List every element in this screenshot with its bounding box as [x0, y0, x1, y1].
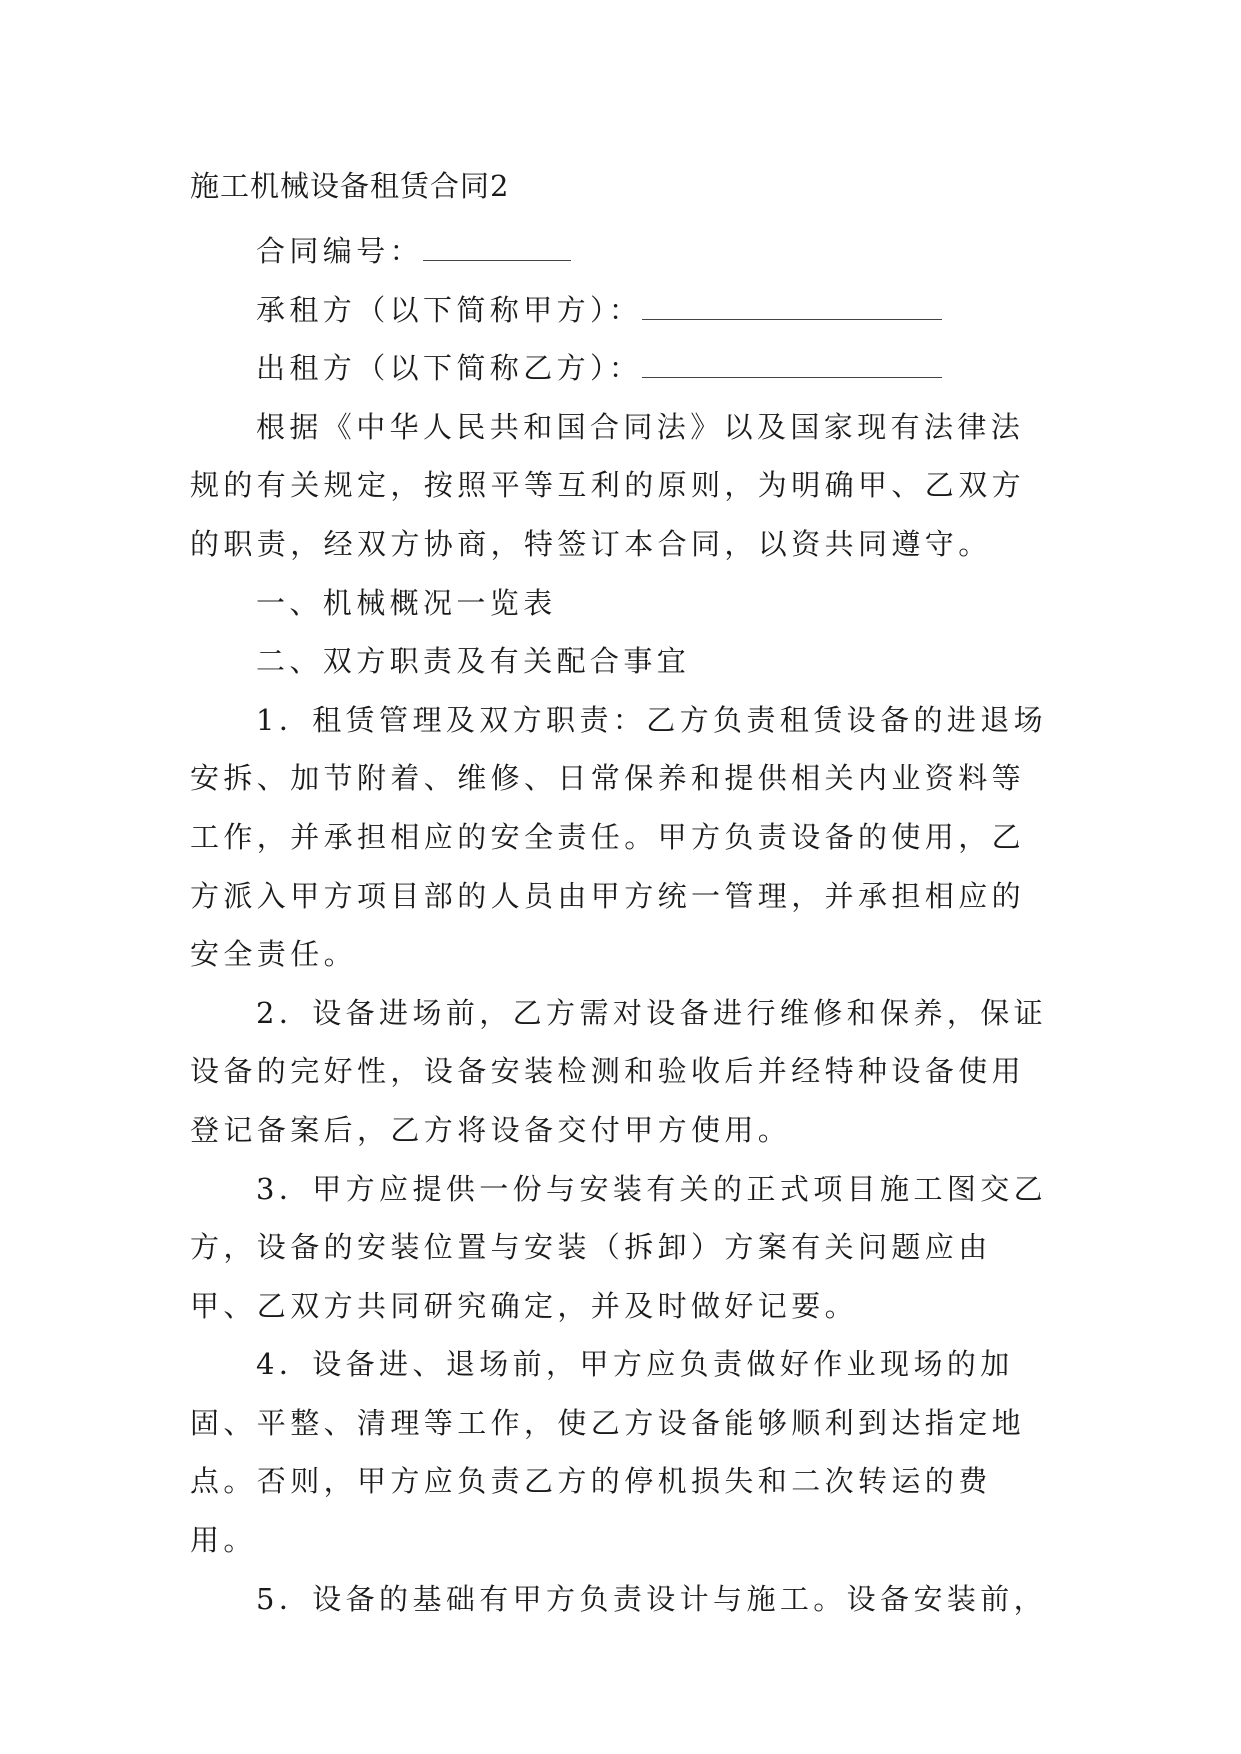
lessor-field [190, 339, 1054, 398]
lessor-label: 出租方（以下简称乙方）： [256, 351, 643, 386]
contract-number-field [190, 222, 1054, 281]
lessee-label: 承租方（以下简称甲方）： [256, 292, 643, 327]
document-title: 施工机械设备租赁合同2 [190, 169, 510, 203]
clause-5: 5．设备的基础有甲方负责设计与施工。设备安装前， [256, 1581, 1048, 1616]
clause-3: 3．甲方应提供一份与安装有关的正式项目施工图交乙方，设备的安装位置与安装（拆卸）方案有关问题应由甲、乙双方共同研究确定，并及时做好记要。 [190, 1171, 1048, 1323]
lessee-field [190, 281, 1054, 340]
clause-4: 4．设备进、退场前，甲方应负责做好作业现场的加固、平整、清理等工作，使乙方设备能够顺利到达指定地点。否则，甲方应负责乙方的停机损失和二次转运的费用。 [190, 1347, 1026, 1558]
section-heading-2: 二、双方职责及有关配合事宜 [256, 644, 691, 679]
contract-number-label: 合同编号： [256, 234, 424, 268]
section-heading-1: 一、机械概况一览表 [256, 585, 557, 620]
lessee-blank [642, 297, 942, 320]
lessor-blank [642, 355, 942, 378]
document-body [190, 222, 1054, 1628]
preamble-paragraph: 根据《中华人民共和国合同法》以及国家现有法律法规的有关规定，按照平等互利的原则，为明确甲、乙双方的职责，经双方协商，特签订本合同，以资共同遵守。 [190, 409, 1026, 561]
clause-2: 2．设备进场前，乙方需对设备进行维修和保养，保证设备的完好性，设备安装检测和验收后并经特种设备使用登记备案后，乙方将设备交付甲方使用。 [190, 995, 1048, 1147]
clause-1: 1．租赁管理及双方职责：乙方负责租赁设备的进退场安拆、加节附着、维修、日常保养和提供相关内业资料等工作，并承担相应的安全责任。甲方负责设备的使用，乙方派入甲方项目部的人员由甲方统一管理，并承担相应的安全责任。 [190, 702, 1048, 972]
contract-number-blank [423, 238, 571, 261]
